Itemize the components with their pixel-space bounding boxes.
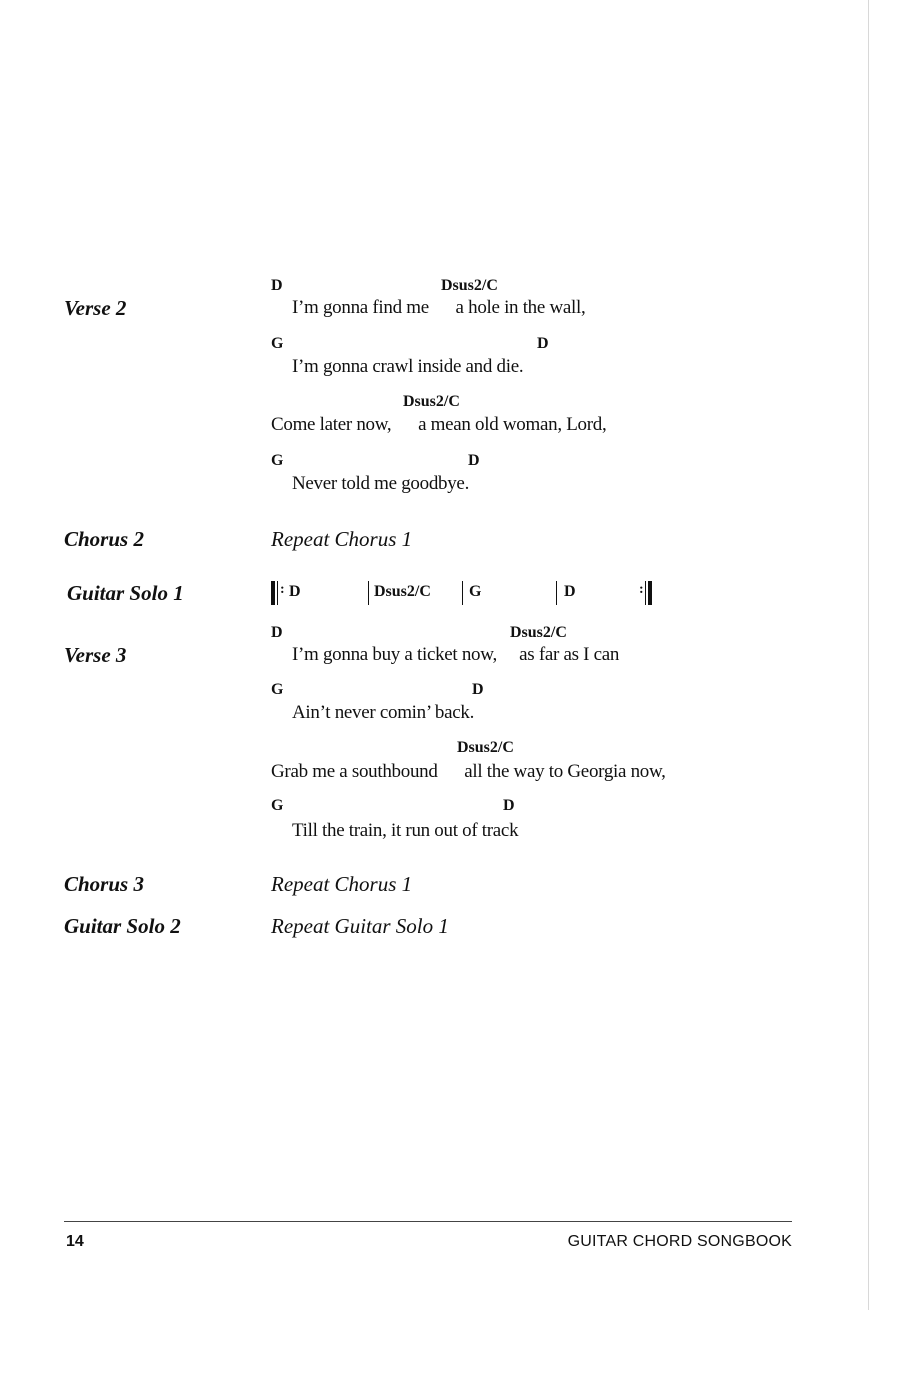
barline (277, 581, 278, 605)
section-label-chorus-2: Chorus 2 (64, 527, 144, 551)
section-label-verse-3: Verse 3 (64, 643, 127, 667)
chord: Dsus2/C (374, 583, 431, 600)
chord: G (271, 452, 284, 469)
repeat-dots: : (639, 582, 644, 597)
lyric-line: Grab me a southbound all the way to Georgia now, (271, 761, 666, 782)
lyric-line: I’m gonna find me a hole in the wall, (292, 297, 586, 318)
lyric-line: Come later now, a mean old woman, Lord, (271, 414, 607, 435)
chord: Dsus2/C (457, 739, 514, 756)
page-number: 14 (66, 1233, 84, 1250)
chord: Dsus2/C (510, 624, 567, 641)
lyric-line: Ain’t never comin’ back. (292, 702, 475, 723)
barline (368, 581, 369, 605)
chord: D (468, 452, 480, 469)
page-edge (868, 0, 869, 1310)
chord: G (271, 797, 284, 814)
chord: G (271, 681, 284, 698)
chord: D (537, 335, 549, 352)
chord: Dsus2/C (403, 393, 460, 410)
lyric-line: Never told me goodbye. (292, 473, 470, 494)
repeat-end-barline (648, 581, 652, 605)
chord: D (289, 583, 301, 600)
chord: G (271, 335, 284, 352)
chord: D (503, 797, 515, 814)
book-title: GUITAR CHORD SONGBOOK (567, 1233, 792, 1250)
chord: D (472, 681, 484, 698)
chord-chart (268, 580, 668, 608)
section-label-guitar-solo-1: Guitar Solo 1 (67, 581, 184, 605)
repeat-instruction: Repeat Chorus 1 (271, 872, 413, 896)
section-label-verse-2: Verse 2 (64, 296, 127, 320)
barline (645, 581, 646, 605)
repeat-instruction: Repeat Guitar Solo 1 (271, 914, 449, 938)
lyric-line: I’m gonna buy a ticket now, as far as I can (292, 644, 620, 665)
repeat-dots: : (280, 582, 285, 597)
barline (462, 581, 463, 605)
chord: G (469, 583, 482, 600)
lyric-line: Till the train, it run out of track (292, 820, 519, 841)
footer-rule (64, 1221, 792, 1222)
chord: D (271, 624, 283, 641)
section-label-chorus-3: Chorus 3 (64, 872, 144, 896)
section-label-guitar-solo-2: Guitar Solo 2 (64, 914, 181, 938)
chord: Dsus2/C (441, 277, 498, 294)
repeat-start-barline (271, 581, 275, 605)
barline (556, 581, 557, 605)
chord: D (564, 583, 576, 600)
repeat-instruction: Repeat Chorus 1 (271, 527, 413, 551)
chord: D (271, 277, 283, 294)
lyric-line: I’m gonna crawl inside and die. (292, 356, 524, 377)
